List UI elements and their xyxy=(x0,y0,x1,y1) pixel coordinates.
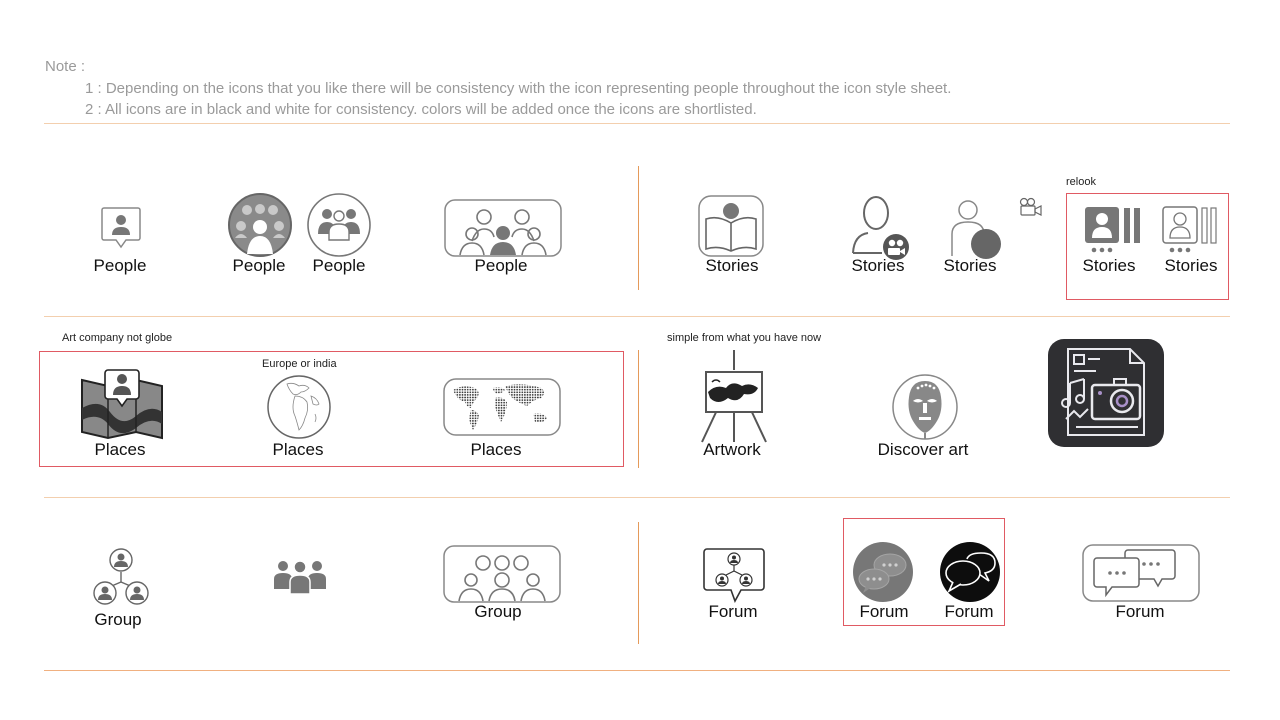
group-label: Group xyxy=(474,602,522,621)
forum-network-bubble-icon xyxy=(703,547,765,603)
note-line-1: 1 : Depending on the icons that you like there will be consistency with the icon representing people throughout the icon style sheet. xyxy=(85,80,952,97)
annotation-simple: simple from what you have now xyxy=(667,332,822,344)
stories-book-icon xyxy=(698,195,764,257)
stories-label: Stories xyxy=(705,256,759,275)
stories-profile-card-outline-icon xyxy=(1162,206,1222,254)
vertical-divider-2 xyxy=(638,350,639,468)
stories-label: Stories xyxy=(1082,256,1136,275)
people-group-circle-icon xyxy=(306,192,372,258)
discover-art-mask-icon xyxy=(891,373,959,441)
stories-person-camera-icon xyxy=(850,195,912,261)
people-label: People xyxy=(312,256,366,275)
divider-row2 xyxy=(44,497,1230,498)
people-label: People xyxy=(232,256,286,275)
group-people-filled-icon xyxy=(273,559,327,595)
places-label: Places xyxy=(272,440,324,459)
forum-black-bubbles-icon xyxy=(939,541,1001,603)
people-label: People xyxy=(93,256,147,275)
note-title: Note : xyxy=(45,58,86,75)
forum-label: Forum xyxy=(708,602,758,621)
divider-bottom xyxy=(44,670,1230,671)
stories-person-dot-icon xyxy=(948,198,1004,262)
note-line-2: 2 : All icons are in black and white for consistency. colors will be added once the icons are shortlisted. xyxy=(85,101,757,118)
forum-label: Forum xyxy=(1115,602,1165,621)
places-world-map-icon xyxy=(443,378,561,436)
artwork-label: Artwork xyxy=(703,440,761,459)
places-map-pin-icon xyxy=(80,368,164,440)
annotation-europe-india: Europe or india xyxy=(262,358,337,370)
vertical-divider-1 xyxy=(638,166,639,290)
forum-label: Forum xyxy=(944,602,994,621)
stories-label: Stories xyxy=(851,256,905,275)
forum-gray-bubbles-icon xyxy=(852,541,914,603)
group-label: Group xyxy=(94,610,142,629)
annotation-art-company: Art company not globe xyxy=(62,332,173,344)
group-network-icon xyxy=(92,548,150,606)
annotation-relook: relook xyxy=(1066,176,1096,188)
people-label: People xyxy=(474,256,528,275)
people-pin-icon xyxy=(100,206,142,250)
places-label: Places xyxy=(94,440,146,459)
divider-row1 xyxy=(44,316,1230,317)
divider-top xyxy=(44,123,1230,124)
people-audience-icon xyxy=(444,199,562,257)
stories-profile-card-filled-icon xyxy=(1084,206,1144,254)
forum-label: Forum xyxy=(859,602,909,621)
artwork-easel-icon xyxy=(698,348,770,444)
people-crowd-circle-icon xyxy=(227,192,293,258)
stories-label: Stories xyxy=(1164,256,1218,275)
forum-outline-bubbles-icon xyxy=(1082,544,1200,602)
small-camera-icon xyxy=(1019,197,1043,217)
places-label: Places xyxy=(470,440,522,459)
discover-art-label: Discover art xyxy=(877,440,969,459)
stories-label: Stories xyxy=(943,256,997,275)
places-globe-icon xyxy=(265,374,333,440)
media-file-tile-icon xyxy=(1048,339,1164,447)
group-audience-icon xyxy=(443,545,561,603)
vertical-divider-3 xyxy=(638,522,639,644)
